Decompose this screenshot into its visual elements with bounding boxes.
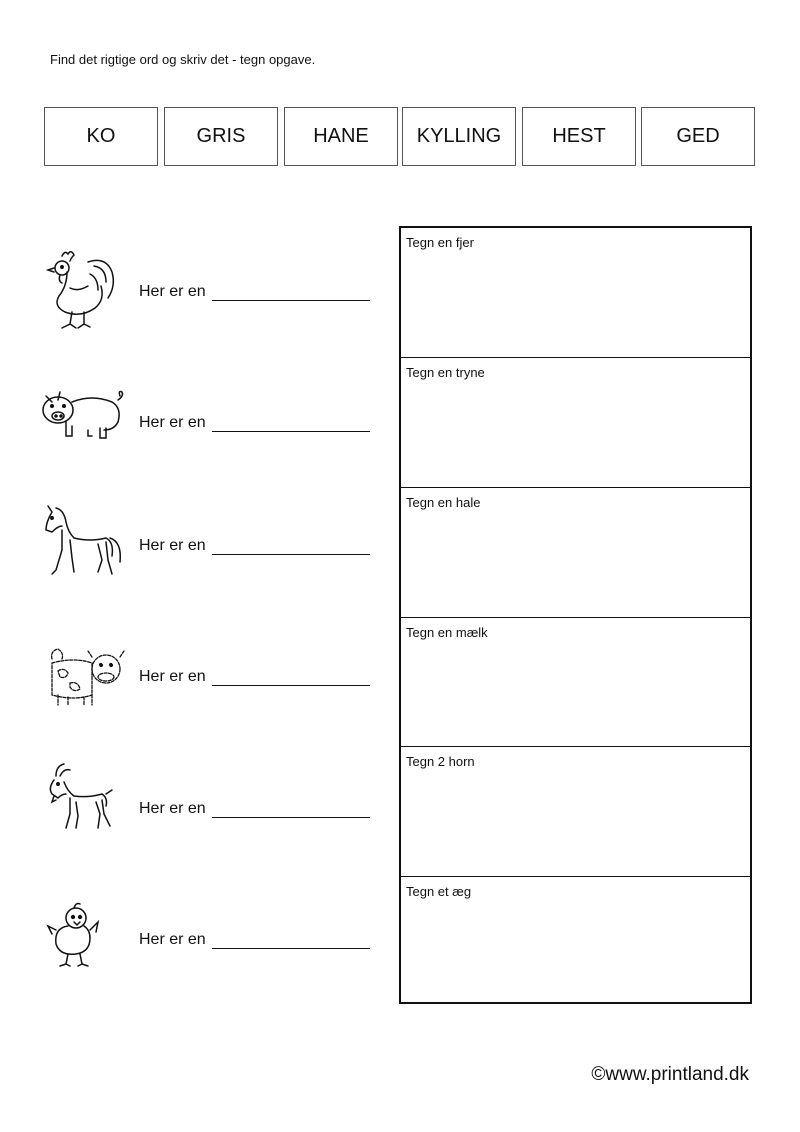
sentence-1 — [139, 283, 370, 301]
copyright-text: ©www.printland.dk — [591, 1064, 749, 1085]
drawing-box-2[interactable] — [401, 358, 750, 488]
drawing-column — [399, 226, 752, 1004]
sentence-text: Her er en — [139, 668, 206, 685]
word-box-hane — [284, 107, 398, 166]
word-box-ko — [44, 107, 158, 166]
word-label: HEST — [552, 125, 606, 147]
answer-blank[interactable] — [212, 933, 370, 949]
word-box-kylling — [402, 107, 516, 166]
drawing-prompt: Tegn en mælk — [406, 625, 488, 640]
answer-blank[interactable] — [212, 670, 370, 686]
word-label: KYLLING — [416, 125, 502, 147]
answer-blank[interactable] — [212, 539, 370, 555]
sentence-text: Her er en — [139, 537, 206, 554]
sentence-text: Her er en — [139, 800, 206, 817]
drawing-prompt: Tegn en tryne — [406, 365, 485, 380]
drawing-prompt: Tegn en fjer — [406, 235, 474, 250]
sentence-6 — [139, 931, 370, 949]
word-box-ged — [641, 107, 755, 166]
word-box-hest — [522, 107, 636, 166]
sentence-text: Her er en — [139, 931, 206, 948]
instruction-text: Find det rigtige ord og skriv det - tegn opgave. — [50, 52, 316, 67]
rooster-icon — [40, 248, 120, 328]
sentence-5 — [139, 800, 370, 818]
drawing-box-4[interactable] — [401, 618, 750, 747]
word-label: KO — [86, 125, 116, 147]
sentence-4 — [139, 668, 370, 686]
word-label: GED — [676, 125, 720, 147]
goat-icon — [40, 762, 120, 842]
drawing-prompt: Tegn 2 horn — [406, 754, 475, 769]
word-label: HANE — [313, 125, 369, 147]
drawing-box-6[interactable] — [401, 877, 750, 1002]
drawing-box-5[interactable] — [401, 747, 750, 877]
drawing-box-1[interactable] — [401, 228, 750, 358]
sentence-2 — [139, 414, 370, 432]
sentence-text: Her er en — [139, 283, 206, 300]
cow-icon — [40, 645, 120, 725]
sentence-text: Her er en — [139, 414, 206, 431]
drawing-box-3[interactable] — [401, 488, 750, 618]
drawing-prompt: Tegn et æg — [406, 884, 472, 899]
word-label: GRIS — [196, 125, 246, 147]
answer-blank[interactable] — [212, 285, 370, 301]
answer-blank[interactable] — [212, 802, 370, 818]
pig-icon — [40, 386, 120, 466]
sentence-3 — [139, 537, 370, 555]
chick-icon — [40, 900, 120, 980]
word-box-gris — [164, 107, 278, 166]
horse-icon — [40, 500, 120, 580]
answer-blank[interactable] — [212, 416, 370, 432]
drawing-prompt: Tegn en hale — [406, 495, 481, 510]
